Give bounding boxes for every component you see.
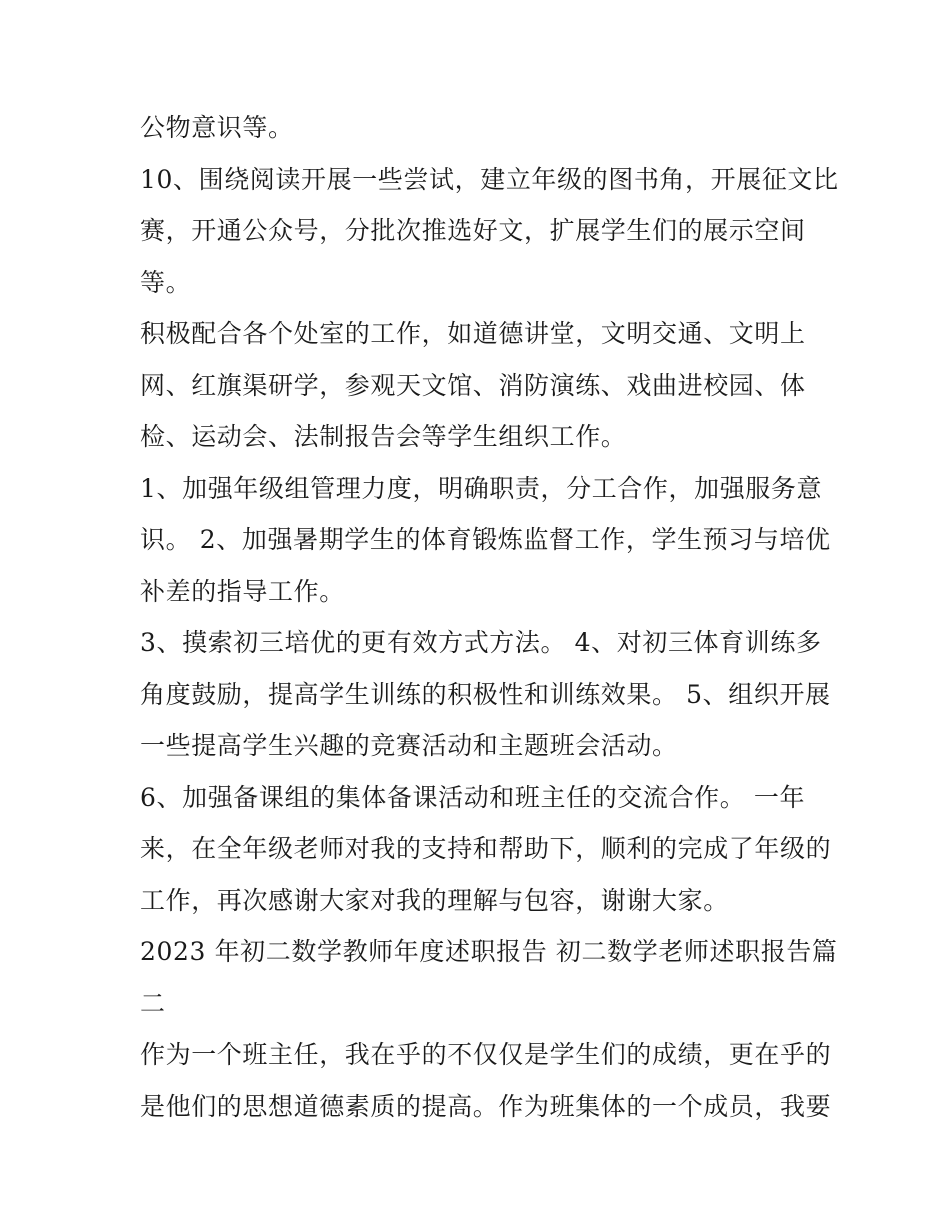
text-line: 10、围绕阅读开展一些尝试，建立年级的图书角，开展征文比 [140,164,839,194]
text-line: 角度鼓励，提高学生训练的积极性和训练效果。 5、组织开展 [140,679,831,709]
text-line: 赛，开通公众号，分批次推选好文，扩展学生们的展示空间 [140,216,806,245]
text-line: 来，在全年级老师对我的支持和帮助下，顺利的完成了年级的 [140,834,832,863]
text-line: 6、加强备课组的集体备课活动和班主任的交流合作。 一年 [140,782,806,812]
text-line: 公物意识等。 [140,113,294,142]
text-line: 一些提高学生兴趣的竞赛活动和主题班会活动。 [140,731,678,760]
text-line: 工作，再次感谢大家对我的理解与包容，谢谢大家。 [140,885,729,915]
section-heading-line: 2023 年初二数学教师年度述职报告 初二数学老师述职报告篇 [140,937,838,966]
text-line: 网、红旗渠研学，参观天文馆、消防演练、戏曲进校园、体 [140,370,806,400]
text-line: 等。 [140,267,192,297]
text-line: 作为一个班主任，我在乎的不仅仅是学生们的成绩，更在乎的 [140,1040,832,1069]
section-heading-line: 二 [140,988,166,1018]
text-line: 补差的指导工作。 [140,576,345,606]
document-body [140,102,839,1132]
text-line: 是他们的思想道德素质的提高。作为班集体的一个成员，我要 [140,1091,832,1121]
text-line: 积极配合各个处室的工作，如道德讲堂，文明交通、文明上 [140,319,806,348]
text-line: 3、摸索初三培优的更有效方式方法。 4、对初三体育训练多 [140,628,822,657]
text-line: 识。 2、加强暑期学生的体育锻炼监督工作，学生预习与培优 [140,525,831,554]
text-line: 1、加强年级组管理力度，明确职责，分工合作，加强服务意 [140,473,823,503]
text-line: 检、运动会、法制报告会等学生组织工作。 [140,422,627,451]
